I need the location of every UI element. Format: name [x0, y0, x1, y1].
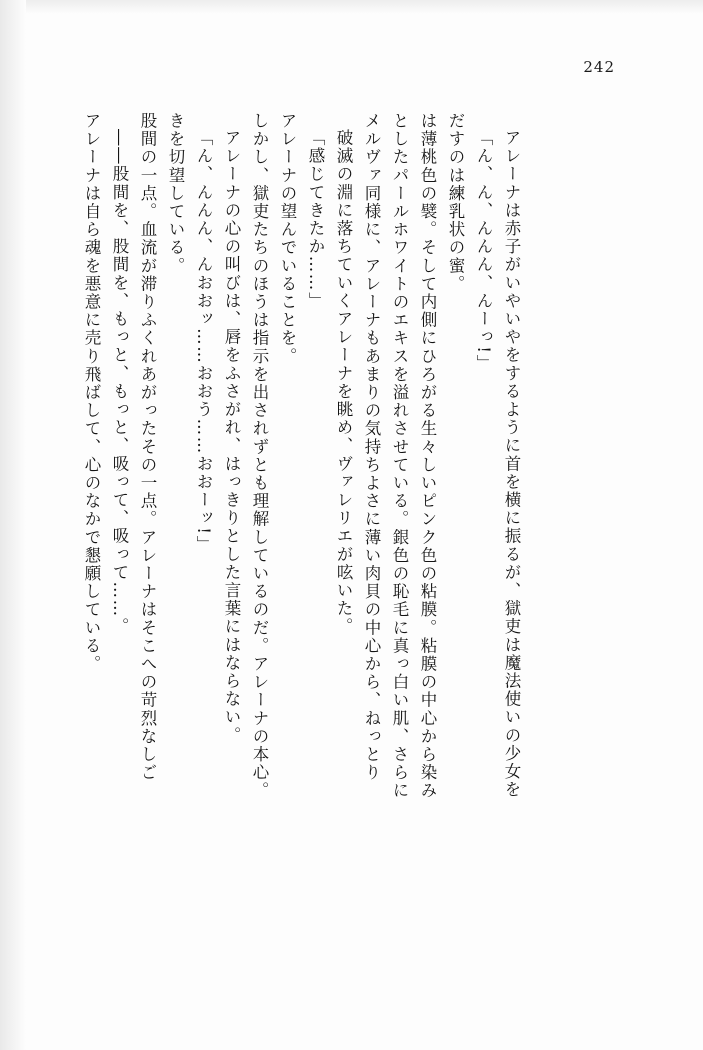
text-column: 股間の一点。血流が滞りふくれあがったその一点。アレーナはそこへの苛烈なしご [138, 112, 157, 782]
text-column: ――股間を、股間を、もっと、もっと、吸って、吸って……。 [110, 129, 129, 636]
page-edge-shade-top [0, 0, 703, 14]
text-column: アレーナの心の叫びは、唇をふさがれ、はっきりとした言葉にはならない。 [222, 129, 241, 745]
text-column: 破滅の淵に落ちていくアレーナを眺め、ヴァレリエが呟いた。 [334, 129, 353, 636]
vertical-text-body [71, 112, 631, 970]
text-column: アレーナは赤子がいやいやをするように首を横に振るが、獄吏は魔法使いの少女を [502, 129, 521, 799]
text-column: としたパールホワイトのエキスを溢れさせている。銀色の恥毛に真っ白い肌、さらに [390, 112, 409, 800]
text-column: きを切望している。 [166, 112, 185, 275]
text-column: しかし、獄吏たちのほうは指示を出されずとも理解しているのだ。アレーナの本心。 [250, 112, 269, 800]
text-column: アレーナは自ら魂を悪意に売り飛ばして、心のなかで懇願している。 [82, 112, 101, 674]
text-column: 「ん、ん、んんん、んーっ!」 [474, 129, 493, 373]
text-column: メルヴァ同様に、アレーナもあまりの気持ちよさに薄い肉貝の中心から、ねっとり [362, 112, 381, 782]
text-column: だすのは練乳状の蜜。 [446, 112, 465, 293]
text-column: 「ん、んんん、んおおッ……おおう……おおーッ!」 [194, 129, 213, 554]
page-number: 242 [583, 58, 615, 76]
text-column: アレーナの望んでいることを。 [278, 112, 297, 366]
text-column: は薄桃色の襞。そして内側にひろがる生々しいピンク色の粘膜。粘膜の中心から染み [418, 112, 437, 800]
page-edge-shade-left [0, 0, 26, 1050]
text-column: 「感じてきたか……」 [306, 129, 325, 310]
